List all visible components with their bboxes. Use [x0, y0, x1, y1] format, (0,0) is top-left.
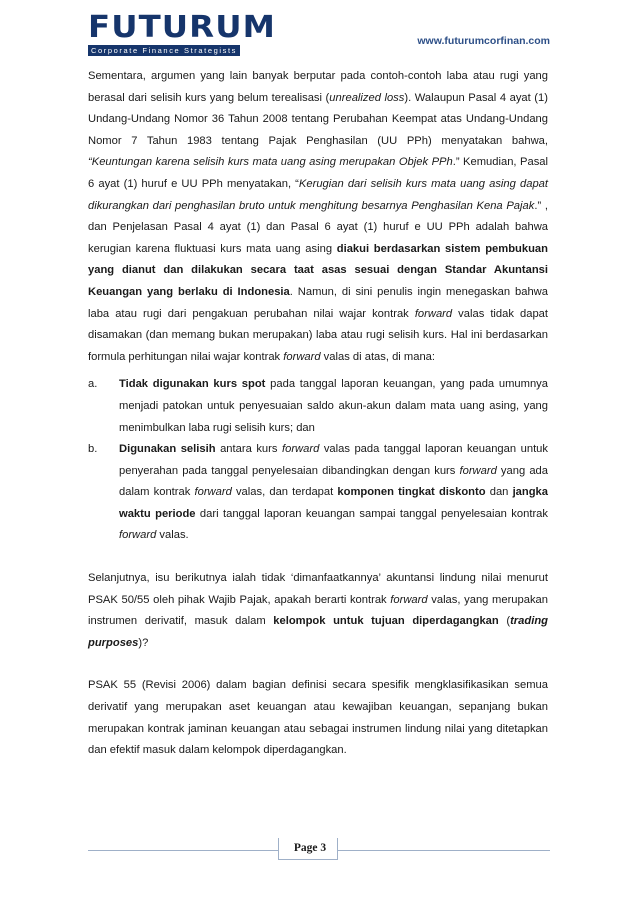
text-run: valas, yang merupakan instrumen derivatif, masuk dalam — [88, 593, 548, 628]
italic-text-run: forward — [283, 350, 321, 363]
document-body — [88, 66, 548, 762]
italic-text-run: “Keuntungan karena selisih kurs mata uang asing merupakan Objek PPh — [88, 156, 453, 169]
bold-text-run: jangka waktu periode — [119, 486, 549, 520]
text-run: antara kurs — [215, 443, 282, 456]
list-marker: b. — [88, 443, 98, 456]
list-item — [88, 374, 548, 439]
text-run: PSAK 55 (Revisi 2006) dalam bagian definisi secara spesifik mengklasifikasikan semua derivatif yang merupakan aset keuangan atau kewajiban keuangan, sepanjang bukan merupakan kontrak jaminan keuangan atau sebagai instrumen lindung nilai yang ditetapkan dan efektif masuk dalam kelompok diperdagangkan. — [88, 679, 548, 757]
logo-tagline: Corporate Finance Strategists — [88, 45, 240, 56]
text-run: .” Kemudian, Pasal 6 ayat (1) huruf e UU PPh menyatakan, “ — [88, 156, 548, 190]
text-run: ( — [498, 615, 511, 628]
text-run: valas di atas, di mana: — [320, 350, 435, 363]
text-run: dari tanggal laporan keuangan sampai tanggal penyelesaian kontrak — [195, 507, 548, 520]
futurum-logo — [88, 10, 276, 56]
italic-text-run: forward — [414, 307, 453, 320]
list-item-text — [119, 374, 548, 439]
italic-text-run: forward — [194, 486, 232, 499]
logo-wordmark: FUTURUM — [88, 10, 276, 45]
text-run: dan — [485, 486, 513, 499]
text-run: yang ada dalam kontrak — [119, 464, 548, 499]
text-run: pada tanggal laporan keuangan, yang pada umumnya menjadi patokan untuk penyesuaian saldo akun-akun dalam mata uang asing, yang menimbulkan laba rugi selisih kurs; dan — [119, 378, 548, 434]
text-run: valas. — [156, 529, 189, 542]
text-run: valas pada tanggal laporan keuangan untuk penyerahan pada tanggal penyelesaian dibandingkan dengan kurs — [119, 443, 548, 477]
footer-rule-right — [338, 850, 550, 851]
list-item — [88, 439, 548, 547]
text-run: valas tidak dapat disamakan (dan memang bukan merupakan) laba atau rugi selisih kurs. Hal ini berdasarkan formula perhitungan nilai wajar kontrak — [88, 307, 548, 363]
bold-text-run: Tidak digunakan kurs spot — [119, 378, 266, 391]
text-run: )? — [138, 636, 149, 649]
text-run: .” , dan Penjelasan Pasal 4 ayat (1) dan Pasal 6 ayat (1) huruf e UU PPh adalah bahwa kerugian karena fluktuasi kurs mata uang asing — [88, 199, 548, 255]
footer-rule-left — [88, 850, 278, 851]
page-footer — [88, 838, 550, 862]
paragraph-exchange-rate-arguments — [88, 66, 548, 368]
text-run: Sementara, argumen yang lain banyak berputar pada contoh-contoh laba atau rugi yang berasal dari selisih kurs yang belum terealisasi ( — [88, 70, 548, 104]
bold-text-run: kelompok untuk tujuan diperdagangkan — [273, 615, 499, 628]
paragraph-psak-55-definition — [88, 675, 548, 761]
header-website-url: www.futurumcorfinan.com — [417, 35, 550, 47]
italic-text-run: forward — [281, 443, 320, 456]
bold-text-run: Digunakan selisih — [119, 443, 216, 456]
conditions-list — [88, 374, 548, 547]
italic-text-run: unrealized loss — [329, 91, 405, 104]
text-run: ). Walaupun Pasal 4 ayat (1) Undang-Undang Nomor 36 Tahun 2008 tentang Perubahan Keempat atas Undang-Undang Nomor 7 Tahun 1983 tentang Pajak Penghasilan (UU PPh) menyatakan bahwa, — [88, 91, 548, 147]
bold-text-run: komponen tingkat diskonto — [337, 486, 486, 499]
text-run: . Namun, di sini penulis ingin menegaskan bahwa laba atau rugi dari pengakuan perubahan nilai wajar kontrak — [88, 285, 548, 320]
italic-text-run: forward — [119, 529, 157, 542]
bold-text-run: trading purposes — [88, 615, 548, 649]
page-number: Page 3 — [293, 842, 327, 854]
list-marker: a. — [88, 378, 98, 391]
bold-text-run: diakui berdasarkan sistem pembukuan yang dianut dan dilakukan secara taat asas sesuai dengan Standar Akuntansi Keuangan yang berlaku di Indonesia — [88, 242, 548, 298]
list-item-text — [119, 439, 548, 547]
italic-text-run: Kerugian dari selisih kurs mata uang asing dapat dikurangkan dari penghasilan bruto untuk menghitung besarnya Penghasilan Kena Pajak — [88, 177, 548, 212]
italic-text-run: forward — [459, 464, 497, 477]
paragraph-hedge-accounting-question — [88, 568, 548, 654]
text-run: valas, dan terdapat — [231, 486, 338, 499]
text-run: Selanjutnya, isu berikutnya ialah tidak ‘dimanfaatkannya’ akuntansi lindung nilai menurut PSAK 50/55 oleh pihak Wajib Pajak, apakah berarti kontrak — [88, 572, 548, 606]
italic-text-run: forward — [390, 593, 428, 606]
